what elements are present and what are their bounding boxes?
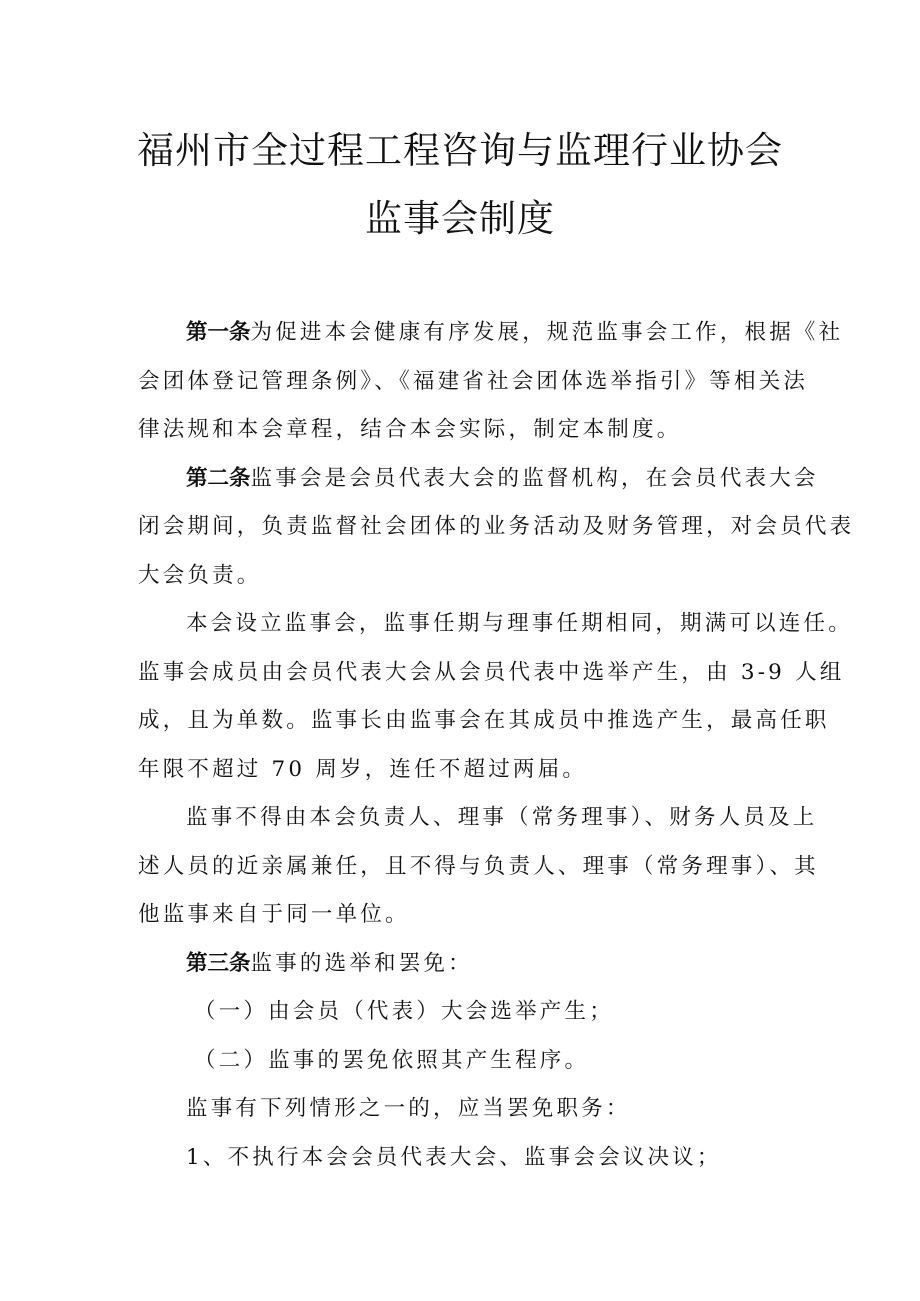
article-number: 第二条 <box>186 465 251 491</box>
text-line <box>138 559 808 608</box>
line-text: 大会负责。 <box>138 562 262 588</box>
text-line <box>138 413 808 462</box>
line-text: 他监事来自于同一单位。 <box>138 902 410 927</box>
line-text: 监事会是会员代表大会的监督机构，在会员代表大会 <box>250 465 819 491</box>
line-text: 会团体登记管理条例》、《福建省社会团体选举指引》等相关法 <box>138 368 809 394</box>
document-body <box>138 316 855 1189</box>
line-text: 1、不执行本会会员代表大会、监事会会议决议； <box>186 1144 722 1170</box>
text-line <box>138 1141 808 1190</box>
line-text: 律法规和本会章程，结合本会实际，制定本制度。 <box>138 417 682 442</box>
text-line <box>138 607 853 656</box>
article-number: 第一条 <box>186 320 251 345</box>
line-text: 本会设立监事会，监事任期与理事任期相同，期满可以连任。 <box>186 611 853 636</box>
text-line <box>138 656 845 705</box>
text-line <box>138 801 818 850</box>
line-text: （二）监事的罢免依照其产生程序。 <box>194 1047 590 1073</box>
text-line <box>138 995 808 1044</box>
text-line <box>138 365 808 414</box>
text-line <box>138 462 819 511</box>
document-subtitle: 监事会制度 <box>365 197 555 240</box>
line-text: 为促进本会健康有序发展，规范监事会工作，根据《社 <box>250 320 844 345</box>
line-text: 述人员的近亲属兼任，且不得与负责人、理事（常务理事）、其 <box>138 853 819 879</box>
text-line <box>138 510 855 559</box>
text-line <box>138 1044 808 1093</box>
text-line <box>138 753 808 802</box>
line-text: 成，且为单数。监事长由监事会在其成员中推选产生，最高任职 <box>138 708 830 733</box>
document-title: 福州市全过程工程咨询与监理行业协会 <box>137 129 783 172</box>
text-line <box>138 1092 808 1141</box>
line-text: 监事不得由本会负责人、理事（常务理事）、财务人员及上 <box>186 805 818 830</box>
line-text: 年限不超过 70 周岁，连任不超过两届。 <box>138 756 588 782</box>
text-line <box>138 316 844 365</box>
line-text: （一）由会员（代表）大会选举产生； <box>194 999 614 1024</box>
text-line <box>138 898 808 947</box>
line-text: 监事有下列情形之一的，应当罢免职务： <box>186 1096 631 1121</box>
line-text: 闭会期间，负责监督社会团体的业务活动及财务管理，对会员代表 <box>138 514 855 539</box>
line-text: 监事会成员由会员代表大会从会员代表中选举产生，由 3-9 人组 <box>138 659 845 685</box>
text-line <box>138 704 830 753</box>
article-number: 第三条 <box>186 950 251 976</box>
line-text: 监事的选举和罢免： <box>250 950 473 976</box>
text-line <box>138 850 819 899</box>
text-line <box>138 947 808 996</box>
